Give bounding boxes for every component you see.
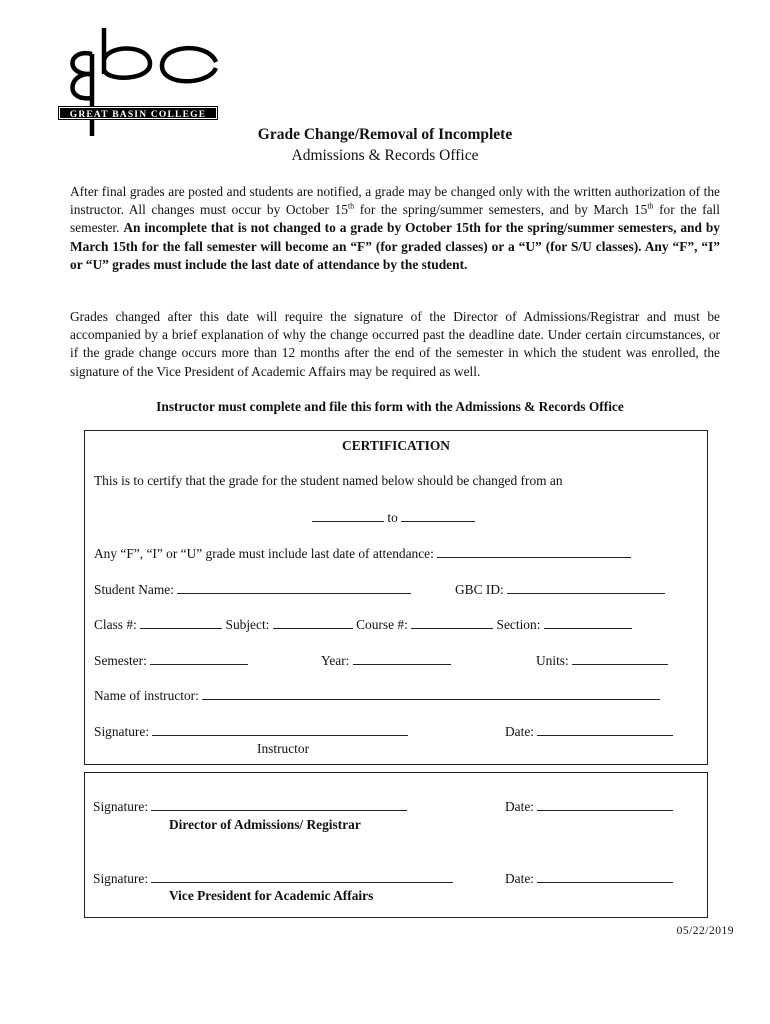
units-row xyxy=(536,652,668,669)
director-signature-field[interactable] xyxy=(151,798,407,811)
director-date-field[interactable] xyxy=(537,798,673,811)
instruction-line: Instructor must complete and file this form with the Admissions & Records Office xyxy=(156,399,624,414)
instructor-date-row xyxy=(505,723,673,740)
instructor-signature-field[interactable] xyxy=(152,723,408,736)
logo-banner-text: GREAT BASIN COLLEGE xyxy=(69,110,207,120)
semester-label: Semester: xyxy=(94,653,147,668)
grade-change-row xyxy=(312,509,475,526)
course-number-field[interactable] xyxy=(411,616,493,629)
gbc-id-row xyxy=(455,581,665,598)
units-field[interactable] xyxy=(572,652,668,665)
director-caption: Director of Admissions/ Registrar xyxy=(169,817,361,832)
gbc-id-label: GBC ID: xyxy=(455,582,504,597)
subject-label: Subject: xyxy=(225,617,270,632)
vp-date-row xyxy=(505,870,673,887)
instructor-signature-label: Signature: xyxy=(94,724,150,739)
director-signature-label: Signature: xyxy=(93,799,149,814)
semester-field[interactable] xyxy=(150,652,248,665)
late-change-paragraph: Grades changed after this date will require the signature of the Director of Admissions/Registrar and must be accompanied by a brief explanation of why the change occurred past the deadline date. Under certain circumstances, or if the grade change occurs more than 12 months after the end of the semester in which the student was enrolled, the signature of the Vice President of Academic Affairs may be required as well. xyxy=(70,309,720,379)
from-grade-field[interactable] xyxy=(312,509,384,522)
attendance-label: Any “F”, “I” or “U” grade must include last date of attendance: xyxy=(94,546,434,561)
vp-signature-row xyxy=(93,870,453,887)
approvals-box xyxy=(84,772,708,918)
year-row xyxy=(321,652,451,669)
section-field[interactable] xyxy=(544,616,632,629)
gbc-id-field[interactable] xyxy=(507,581,665,594)
student-name-label: Student Name: xyxy=(94,582,174,597)
instructor-date-field[interactable] xyxy=(537,723,673,736)
class-row xyxy=(94,616,632,633)
director-signature-row xyxy=(93,798,407,815)
year-field[interactable] xyxy=(353,652,451,665)
instructor-name-row xyxy=(94,687,660,704)
para1-text-c: for the fall semester. xyxy=(70,202,720,236)
vp-signature-label: Signature: xyxy=(93,871,149,886)
para1-sup-a: th xyxy=(347,201,355,211)
para1-bold-text: An incomplete that is not changed to a grade by October 15th for the spring/summer semesters, and by March 15th for the fall semester will become an “F” (for graded classes) or a “U” (for S/U classes). Any “F”, “I” or “U” grades must include the last date of attendance by the student. xyxy=(70,220,720,272)
last-attendance-date-field[interactable] xyxy=(437,545,631,558)
certification-box xyxy=(84,430,708,765)
page-subtitle: Admissions & Records Office xyxy=(291,147,479,164)
director-date-row xyxy=(505,798,673,815)
to-label: to xyxy=(387,510,398,525)
deadline-paragraph xyxy=(70,183,720,274)
vp-date-label: Date: xyxy=(505,871,534,886)
units-label: Units: xyxy=(536,653,569,668)
director-date-label: Date: xyxy=(505,799,534,814)
attendance-row xyxy=(94,545,631,562)
student-name-row xyxy=(94,581,411,598)
gbc-logo xyxy=(58,26,220,136)
para1-text-b: for the spring/summer semesters, and by March 15 xyxy=(354,202,648,218)
instructor-signature-row xyxy=(94,723,408,740)
section-label: Section: xyxy=(496,617,541,632)
year-label: Year: xyxy=(321,653,350,668)
vp-signature-field[interactable] xyxy=(151,870,453,883)
instructor-date-label: Date: xyxy=(505,724,534,739)
revision-date: 05/22/2019 xyxy=(676,925,734,937)
class-number-field[interactable] xyxy=(140,616,222,629)
to-grade-field[interactable] xyxy=(401,509,475,522)
instructor-name-label: Name of instructor: xyxy=(94,688,199,703)
instructor-name-field[interactable] xyxy=(202,687,660,700)
vp-caption: Vice President for Academic Affairs xyxy=(169,888,374,903)
semester-row xyxy=(94,652,248,669)
course-label: Course #: xyxy=(356,617,408,632)
certification-heading: CERTIFICATION xyxy=(342,438,450,453)
instructor-caption: Instructor xyxy=(257,741,310,756)
student-name-field[interactable] xyxy=(177,581,411,594)
certification-statement: This is to certify that the grade for the student named below should be changed from an xyxy=(94,473,563,488)
para1-text-a: After final grades are posted and students are notified, a grade may be changed only with the written authorization of the instructor. All changes must occur by October 15 xyxy=(70,184,720,218)
page-title: Grade Change/Removal of Incomplete xyxy=(257,126,513,143)
para1-sup-b: th xyxy=(647,201,654,211)
vp-date-field[interactable] xyxy=(537,870,673,883)
class-label: Class #: xyxy=(94,617,137,632)
subject-field[interactable] xyxy=(273,616,353,629)
